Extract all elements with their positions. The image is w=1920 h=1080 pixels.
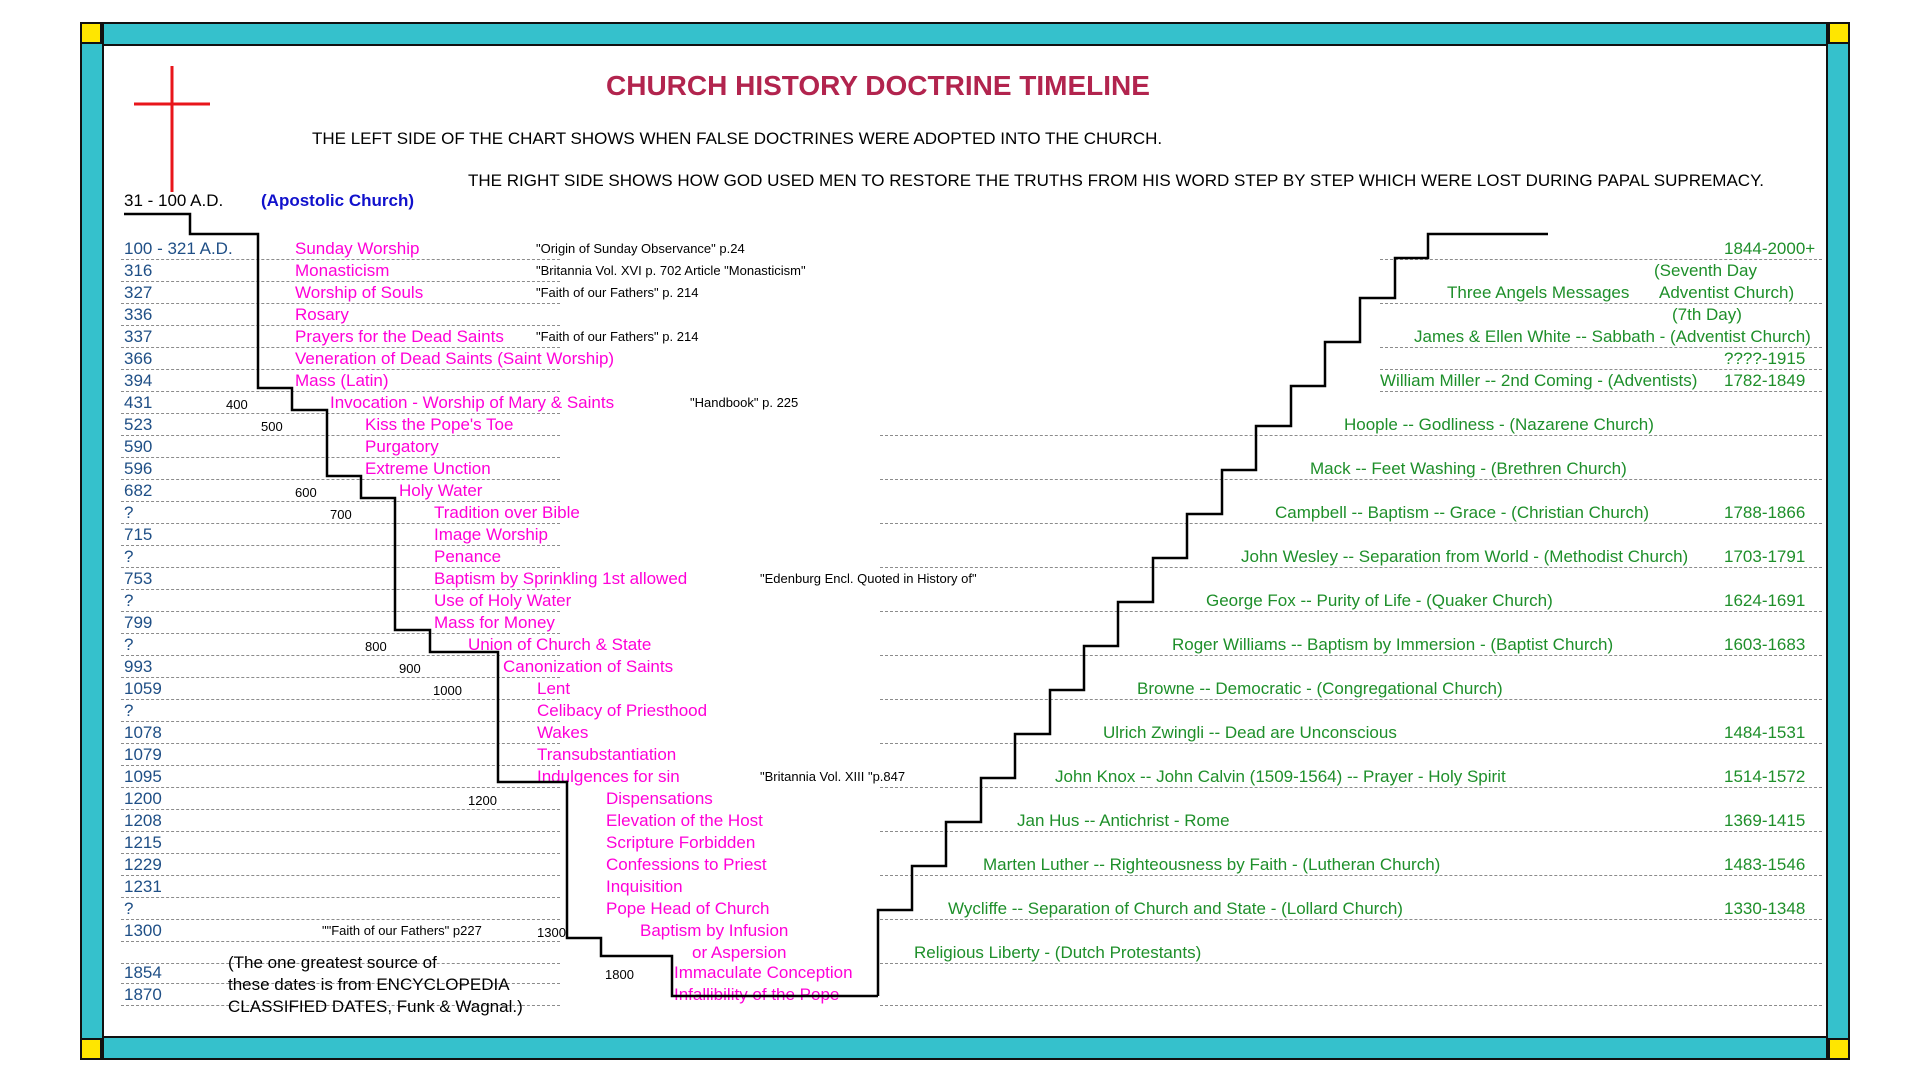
restoration-label: Hoople -- Godliness - (Nazarene Church) — [1344, 415, 1654, 434]
reference-note: "Britannia Vol. XVI p. 702 Article "Monasticism" — [536, 263, 806, 278]
restoration-years: 1788-1866 — [1724, 503, 1806, 522]
row-date: 1200 — [124, 789, 162, 808]
row-date: 1095 — [124, 767, 162, 786]
doctrine-label: Celibacy of Priesthood — [537, 701, 708, 720]
row-date: 1079 — [124, 745, 162, 764]
restoration-label: Religious Liberty - (Dutch Protestants) — [914, 943, 1202, 962]
restoration-years: 1844-2000+ — [1724, 239, 1816, 258]
intro-left-text: THE LEFT SIDE OF THE CHART SHOWS WHEN FALSE DOCTRINES WERE ADOPTED INTO THE CHURCH. — [312, 129, 1163, 148]
reference-note: "Britannia Vol. XIII "p.847 — [760, 769, 906, 784]
doctrine-label: Inquisition — [606, 877, 683, 896]
apostolic-church-label: (Apostolic Church) — [261, 191, 414, 210]
doctrine-label: Purgatory — [365, 437, 439, 456]
century-marker: 700 — [330, 507, 352, 522]
source-note-line: CLASSIFIED DATES, Funk & Wagnal.) — [228, 997, 523, 1016]
doctrine-label: Baptism by Sprinkling 1st allowed — [434, 569, 688, 588]
row-date: ? — [124, 701, 134, 720]
restoration-years: 1782-1849 — [1724, 371, 1806, 390]
restoration-label: Jan Hus -- Antichrist - Rome — [1017, 811, 1230, 830]
doctrine-label: Elevation of the Host — [606, 811, 763, 830]
century-marker: 1300 — [537, 925, 566, 940]
doctrine-label: Scripture Forbidden — [606, 833, 756, 852]
restoration-label: Browne -- Democratic - (Congregational Church) — [1137, 679, 1503, 698]
doctrine-label: Pope Head of Church — [606, 899, 770, 918]
doctrine-label: Wakes — [537, 723, 589, 742]
doctrine-label: Use of Holy Water — [434, 591, 572, 610]
century-marker: 400 — [226, 397, 248, 412]
row-date: ? — [124, 547, 134, 566]
page-title: CHURCH HISTORY DOCTRINE TIMELINE — [606, 70, 1150, 101]
doctrine-label: Mass for Money — [434, 613, 555, 632]
reference-note: ""Faith of our Fathers" p227 — [322, 923, 482, 938]
doctrine-label: Image Worship — [434, 525, 549, 544]
doctrine-label: Indulgences for sin — [537, 767, 680, 786]
row-date: 100 - 321 A.D. — [124, 239, 233, 258]
reference-note: "Handbook" p. 225 — [690, 395, 799, 410]
restoration-label: (Seventh Day — [1654, 261, 1757, 280]
restoration-years: 1703-1791 — [1724, 547, 1806, 566]
century-marker: 800 — [365, 639, 387, 654]
row-date: 590 — [124, 437, 153, 456]
century-marker: 600 — [295, 485, 317, 500]
doctrine-label: Extreme Unction — [365, 459, 491, 478]
row-date: 799 — [124, 613, 153, 632]
reference-note: "Faith of our Fathers" p. 214 — [536, 285, 699, 300]
row-date: 682 — [124, 481, 153, 500]
doctrine-label: Immaculate Conception — [674, 963, 853, 982]
century-marker: 1800 — [605, 967, 634, 982]
doctrine-label: Tradition over Bible — [434, 503, 580, 522]
row-date: 523 — [124, 415, 153, 434]
century-marker: 1000 — [433, 683, 462, 698]
restoration-label: Three Angels Messages — [1447, 283, 1630, 302]
reference-note: "Origin of Sunday Observance" p.24 — [536, 241, 745, 256]
doctrine-label: Penance — [434, 547, 502, 566]
restoration-label: Ulrich Zwingli -- Dead are Unconscious — [1103, 723, 1397, 742]
source-note-line: these dates is from ENCYCLOPEDIA — [228, 975, 510, 994]
row-date: 1854 — [124, 963, 162, 982]
doctrine-label: Holy Water — [399, 481, 483, 500]
restoration-label: James & Ellen White -- Sabbath - (Adventist Church) — [1414, 327, 1811, 346]
restoration-label: Roger Williams -- Baptism by Immersion - (Baptist Church) — [1172, 635, 1614, 654]
row-date: ? — [124, 899, 134, 918]
row-date: 366 — [124, 349, 153, 368]
row-date: 715 — [124, 525, 153, 544]
doctrine-label: Baptism by Infusion — [640, 921, 789, 940]
row-date: 753 — [124, 569, 153, 588]
row-date: ? — [124, 503, 134, 522]
staircase-line — [124, 214, 878, 996]
restoration-years: 1603-1683 — [1724, 635, 1806, 654]
century-marker: 900 — [399, 661, 421, 676]
row-date: 1215 — [124, 833, 162, 852]
restoration-years: 1624-1691 — [1724, 591, 1806, 610]
century-marker: 500 — [261, 419, 283, 434]
row-date: 336 — [124, 305, 153, 324]
restoration-label: John Wesley -- Separation from World - (Methodist Church) — [1241, 547, 1689, 566]
restoration-label: (7th Day) — [1672, 305, 1742, 324]
doctrine-label: Mass (Latin) — [295, 371, 389, 390]
restoration-years: Adventist Church) — [1659, 283, 1795, 302]
row-date: 596 — [124, 459, 153, 478]
row-date: 1229 — [124, 855, 162, 874]
row-date: 993 — [124, 657, 153, 676]
restoration-label: Mack -- Feet Washing - (Brethren Church) — [1310, 459, 1627, 478]
intro-right-text: THE RIGHT SIDE SHOWS HOW GOD USED MEN TO RESTORE THE TRUTHS FROM HIS WORD STEP BY STEP WHICH WERE LOST DURING PAPAL SUPREMACY. — [468, 171, 1764, 190]
doctrine-label: Union of Church & State — [468, 635, 652, 654]
row-date: 1208 — [124, 811, 162, 830]
source-note-line: (The one greatest source of — [228, 953, 437, 972]
row-date: 1078 — [124, 723, 162, 742]
restoration-label: Campbell -- Baptism -- Grace - (Christian Church) — [1275, 503, 1650, 522]
century-marker: 1200 — [468, 793, 497, 808]
restoration-label: John Knox -- John Calvin (1509-1564) -- Prayer - Holy Spirit — [1055, 767, 1506, 786]
row-date: 394 — [124, 371, 153, 390]
restoration-years: ????-1915 — [1724, 349, 1806, 368]
row-date: 1059 — [124, 679, 162, 698]
restoration-years: 1330-1348 — [1724, 899, 1806, 918]
reference-note: "Faith of our Fathers" p. 214 — [536, 329, 699, 344]
reference-note: "Edenburg Encl. Quoted in History of" — [760, 571, 977, 586]
doctrine-label: Kiss the Pope's Toe — [365, 415, 514, 434]
row-date: 1231 — [124, 877, 162, 896]
doctrine-label: Prayers for the Dead Saints — [295, 327, 504, 346]
row-date: 431 — [124, 393, 153, 412]
restoration-years: 1483-1546 — [1724, 855, 1806, 874]
doctrine-label: or Aspersion — [692, 943, 787, 962]
doctrine-label: Confessions to Priest — [606, 855, 767, 874]
doctrine-label: Lent — [537, 679, 571, 698]
doctrine-label: Infallibility of the Pope — [674, 985, 840, 1004]
doctrine-label: Dispensations — [606, 789, 713, 808]
row-date: 337 — [124, 327, 153, 346]
row-date: 316 — [124, 261, 153, 280]
staircase-line — [878, 234, 1548, 996]
apostolic-date: 31 - 100 A.D. — [124, 191, 224, 210]
restoration-label: Marten Luther -- Righteousness by Faith - (Lutheran Church) — [983, 855, 1441, 874]
doctrine-label: Worship of Souls — [295, 283, 424, 302]
restoration-label: William Miller -- 2nd Coming - (Adventists) — [1380, 371, 1698, 390]
row-date: ? — [124, 591, 134, 610]
row-date: ? — [124, 635, 134, 654]
doctrine-label: Monasticism — [295, 261, 390, 280]
restoration-years: 1514-1572 — [1724, 767, 1806, 786]
row-date: 1300 — [124, 921, 162, 940]
restoration-years: 1369-1415 — [1724, 811, 1806, 830]
row-date: 1870 — [124, 985, 162, 1004]
doctrine-label: Transubstantiation — [537, 745, 677, 764]
row-date: 327 — [124, 283, 153, 302]
restoration-years: 1484-1531 — [1724, 723, 1806, 742]
doctrine-label: Invocation - Worship of Mary & Saints — [330, 393, 615, 412]
doctrine-label: Veneration of Dead Saints (Saint Worship) — [295, 349, 615, 368]
doctrine-label: Sunday Worship — [295, 239, 420, 258]
doctrine-label: Canonization of Saints — [503, 657, 674, 676]
restoration-label: Wycliffe -- Separation of Church and State - (Lollard Church) — [948, 899, 1403, 918]
restoration-label: George Fox -- Purity of Life - (Quaker Church) — [1206, 591, 1553, 610]
doctrine-label: Rosary — [295, 305, 349, 324]
